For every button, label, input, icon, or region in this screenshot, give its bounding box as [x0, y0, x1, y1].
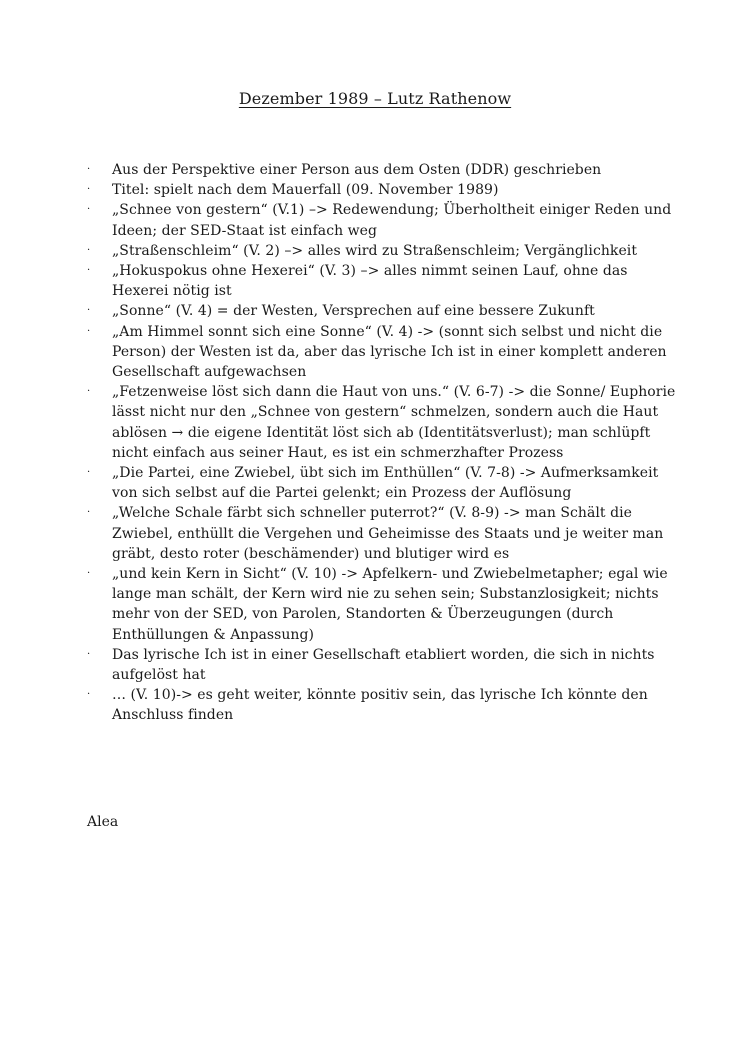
list-item-text: „Sonne“ (V. 4) = der Westen, Versprechen auf eine bessere Zukunft [112, 303, 595, 320]
list-item-text: … (V. 10)-> es geht weiter, könnte positiv sein, das lyrische Ich könnte den Anschluss finden [112, 687, 648, 724]
list-item-text: Das lyrische Ich ist in einer Gesellschaft etabliert worden, die sich in nichts aufgelöst hat [112, 646, 655, 684]
bullet-icon: · [87, 648, 91, 660]
list-item-text: „Am Himmel sonnt sich eine Sonne“ (V. 4) -> (sonnt sich selbst und nicht die Person) der Westen ist da, aber das lyrische Ich ist in einer komplett anderen Gesellschaft aufgewachsen [112, 323, 667, 381]
list-item [87, 322, 687, 383]
bullet-icon: · [87, 184, 91, 196]
list-item-text: Titel: spielt nach dem Mauerfall (09. November 1989) [112, 182, 499, 199]
list-item-text: „und kein Kern in Sicht“ (V. 10) -> Apfelkern- und Zwiebelmetapher; egal wie lange man schält, der Kern wird nie zu sehen sein; Substanzlosigkeit; nichts mehr von der SED, von Parolen, Standorten & Überzeugungen (durch Enthüllungen & Anpassung) [112, 566, 668, 643]
list-item-text: „Die Partei, eine Zwiebel, übt sich im Enthüllen“ (V. 7-8) -> Aufmerksamkeit von sich selbst auf die Partei gelenkt; ein Prozess der Auflösung [112, 465, 659, 502]
list-item-text: „Schnee von gestern“ (V.1) –> Redewendung; Überholtheit einiger Reden und Ideen; der SED-Staat ist einfach weg [112, 202, 672, 239]
list-item [87, 382, 687, 463]
bullet-icon: · [87, 265, 91, 277]
list-item-text: Aus der Perspektive einer Person aus dem Osten (DDR) geschrieben [112, 162, 602, 178]
document-title-text: Dezember 1989 – Lutz Rathenow [238, 89, 512, 108]
list-item-text: „Straßenschleim“ (V. 2) –> alles wird zu Straßenschleim; Vergänglichkeit [112, 242, 637, 259]
list-item [87, 564, 687, 645]
list-item [87, 180, 687, 200]
bullet-icon: · [87, 204, 91, 216]
bullet-icon: · [87, 386, 91, 398]
list-item [87, 241, 687, 261]
list-item [87, 645, 687, 685]
bullet-icon: · [87, 244, 91, 256]
list-item [87, 261, 687, 301]
bullet-icon: · [87, 467, 91, 479]
list-item [87, 503, 687, 564]
list-item-text: „Hokuspokus ohne Hexerei“ (V. 3) –> alles nimmt seinen Lauf, ohne das Hexerei nötig ist [112, 263, 628, 300]
list-item [87, 463, 687, 503]
bullet-icon: · [87, 507, 91, 519]
bullet-icon: · [87, 164, 91, 175]
bullet-icon: · [87, 305, 91, 317]
list-item [87, 160, 687, 180]
bullet-icon: · [87, 689, 91, 701]
list-item-text: „Welche Schale färbt sich schneller puterrot?“ (V. 8-9) -> man Schält die Zwiebel, enthüllt die Vergehen und Geheimisse des Staats und je weiter man gräbt, desto roter (beschämender) und blutiger wird es [112, 505, 664, 562]
author-signature: Alea [87, 814, 119, 830]
list-item [87, 200, 687, 240]
list-item [87, 685, 687, 725]
list-item [87, 301, 687, 321]
bullet-list [87, 160, 687, 726]
bullet-icon: · [87, 325, 91, 337]
bullet-icon: · [87, 568, 91, 580]
list-item-text: „Fetzenweise löst sich dann die Haut von uns.“ (V. 6-7) -> die Sonne/ Euphorie lässt nicht nur den „Schnee von gestern“ schmelzen, sondern auch die Haut ablösen → die eigene Identität löst sich ab (Identitätsverlust); man schlüpft nicht einfach aus seiner Haut, es ist ein schmerzhafter Prozess [112, 384, 676, 461]
document-title [0, 89, 750, 109]
